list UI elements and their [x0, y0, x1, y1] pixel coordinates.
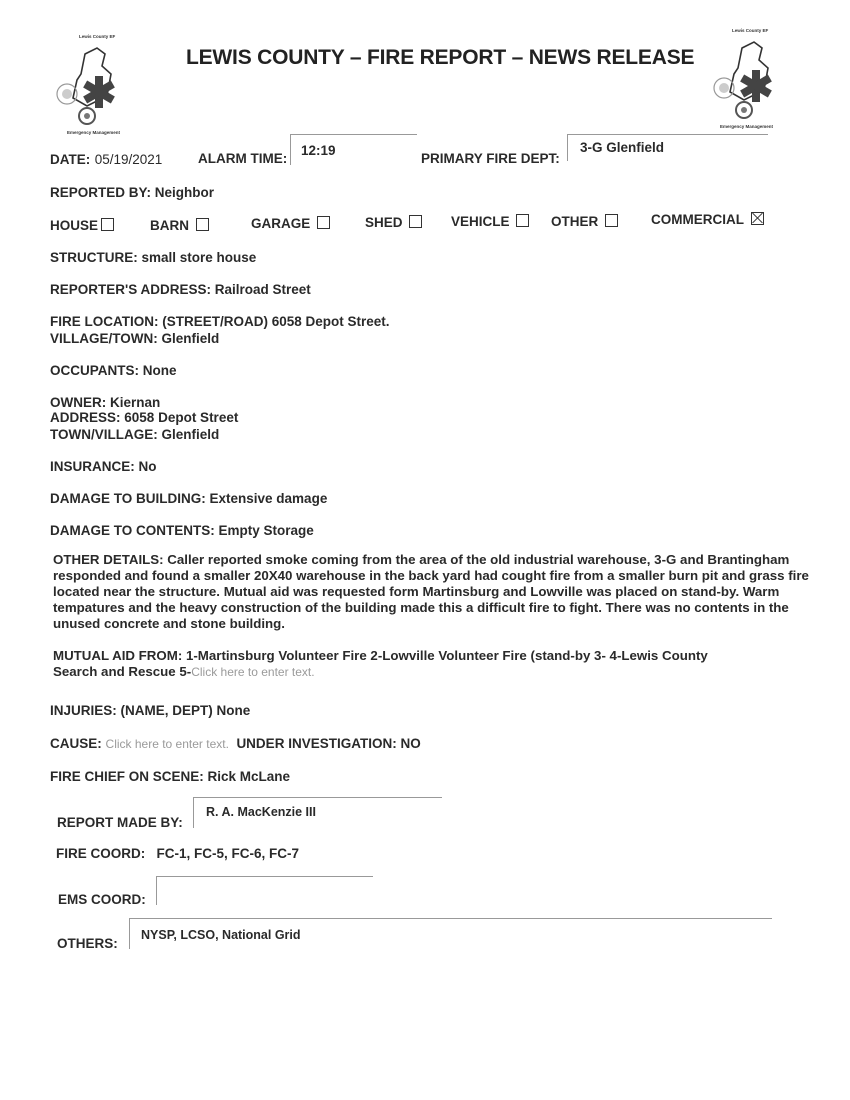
other-details-label: OTHER DETAILS: — [53, 552, 164, 567]
mutual-aid-line1: 1-Martinsburg Volunteer Fire 2-Lowville Volunteer Fire (stand-by 3- 4-Lewis County — [185, 648, 708, 663]
reporters-address-value: Railroad Street — [214, 282, 311, 297]
reported-by-label: REPORTED BY: — [50, 185, 152, 200]
fire-chief-value: Rick McLane — [207, 769, 291, 784]
ems-coord-label: EMS COORD: — [58, 892, 146, 907]
fire-coord-label: FIRE COORD: — [56, 846, 146, 861]
investigation-label: UNDER INVESTIGATION: — [236, 736, 397, 751]
cause-label: CAUSE: — [50, 736, 102, 751]
reported-by-value: Neighbor — [154, 185, 215, 200]
emergency-management-emblem-icon — [704, 34, 804, 130]
logo-caption-bottom: Emergency Management — [720, 124, 774, 129]
date-row — [50, 151, 162, 169]
checkbox-shed[interactable] — [365, 215, 422, 230]
owner-value: Kiernan — [110, 395, 161, 410]
owner-town-value: Glenfield — [161, 427, 220, 442]
ems-coord-field[interactable] — [156, 876, 373, 905]
alarm-time-label: ALARM TIME: — [198, 151, 288, 166]
logo-caption-top: Lewis County EF — [732, 28, 769, 33]
damage-contents-value: Empty Storage — [218, 523, 314, 538]
checkbox-commercial[interactable] — [651, 212, 764, 227]
primary-fire-dept-value: 3-G Glenfield — [580, 140, 665, 155]
primary-fire-dept-field[interactable] — [567, 134, 768, 161]
report-made-by-label: REPORT MADE BY: — [57, 815, 183, 830]
county-logo-right — [704, 28, 804, 128]
date-value: 05/19/2021 — [94, 152, 163, 167]
occupants-value: None — [142, 363, 177, 378]
checkbox-other[interactable] — [551, 214, 618, 229]
village-town-row — [50, 331, 219, 346]
occupants-row — [50, 363, 177, 378]
checkbox-garage-box[interactable] — [317, 216, 330, 229]
checkbox-barn-box[interactable] — [196, 218, 209, 231]
injuries-label: INJURIES: (NAME, DEPT) — [50, 703, 213, 718]
cause-row — [50, 736, 421, 751]
investigation-value: NO — [400, 736, 421, 751]
mutual-aid-placeholder[interactable]: Click here to enter text. — [191, 665, 315, 679]
others-field[interactable] — [129, 918, 772, 949]
logo-caption-top: Lewis County EF — [79, 34, 116, 39]
insurance-label: INSURANCE: — [50, 459, 135, 474]
fire-location-label: FIRE LOCATION: (STREET/ROAD) — [50, 314, 268, 329]
fire-location-row — [50, 314, 390, 329]
injuries-value: None — [216, 703, 251, 718]
mutual-aid-line2: Search and Rescue 5- — [53, 664, 192, 679]
owner-row — [50, 395, 160, 410]
primary-fire-dept-label: PRIMARY FIRE DEPT: — [421, 151, 560, 166]
owner-address-label: ADDRESS: — [50, 410, 121, 425]
checkbox-commercial-label: COMMERCIAL — [651, 212, 744, 227]
reporters-address-label: REPORTER'S ADDRESS: — [50, 282, 211, 297]
other-details-block — [53, 552, 813, 632]
damage-building-row — [50, 491, 327, 506]
checkbox-barn-label: BARN — [150, 218, 189, 233]
checkbox-shed-box[interactable] — [409, 215, 422, 228]
fire-location-value: 6058 Depot Street. — [271, 314, 390, 329]
county-logo-left — [47, 34, 147, 134]
village-town-label: VILLAGE/TOWN: — [50, 331, 158, 346]
structure-value: small store house — [141, 250, 257, 265]
report-made-by-value: R. A. MacKenzie III — [206, 805, 316, 819]
checkbox-garage[interactable] — [251, 216, 330, 231]
damage-building-label: DAMAGE TO BUILDING: — [50, 491, 206, 506]
damage-building-value: Extensive damage — [209, 491, 328, 506]
fire-coord-value: FC-1, FC-5, FC-6, FC-7 — [156, 846, 300, 861]
page-title: LEWIS COUNTY – FIRE REPORT – NEWS RELEASE — [186, 46, 695, 69]
checkbox-house-box[interactable] — [101, 218, 114, 231]
checkbox-vehicle-box[interactable] — [516, 214, 529, 227]
alarm-time-field[interactable] — [290, 134, 417, 165]
cause-placeholder[interactable]: Click here to enter text. — [105, 737, 229, 751]
structure-row — [50, 250, 256, 265]
date-label: DATE: — [50, 152, 91, 167]
fire-chief-row — [50, 769, 290, 784]
checkbox-garage-label: GARAGE — [251, 216, 311, 231]
others-value: NYSP, LCSO, National Grid — [141, 928, 301, 942]
emergency-management-emblem-icon — [47, 40, 147, 136]
owner-town-row — [50, 427, 219, 442]
alarm-time-value: 12:19 — [301, 143, 336, 158]
damage-contents-row — [50, 523, 314, 538]
mutual-aid-label: MUTUAL AID FROM: — [53, 648, 183, 663]
owner-address-value: 6058 Depot Street — [124, 410, 239, 425]
checkbox-commercial-box[interactable] — [751, 212, 764, 225]
owner-town-label: TOWN/VILLAGE: — [50, 427, 158, 442]
checkbox-other-box[interactable] — [605, 214, 618, 227]
insurance-row — [50, 459, 157, 474]
report-made-by-field[interactable] — [193, 797, 442, 828]
checkbox-vehicle[interactable] — [451, 214, 529, 229]
mutual-aid-block — [53, 648, 833, 680]
checkbox-other-label: OTHER — [551, 214, 599, 229]
reporters-address-row — [50, 282, 311, 297]
injuries-row — [50, 703, 250, 718]
owner-address-row — [50, 410, 238, 425]
checkbox-house[interactable] — [50, 218, 114, 233]
others-label: OTHERS: — [57, 936, 118, 951]
checkbox-vehicle-label: VEHICLE — [451, 214, 510, 229]
insurance-value: No — [138, 459, 157, 474]
owner-label: OWNER: — [50, 395, 107, 410]
fire-coord-row — [56, 846, 299, 861]
reported-by-row — [50, 185, 214, 200]
fire-chief-label: FIRE CHIEF ON SCENE: — [50, 769, 204, 784]
checkbox-house-label: HOUSE — [50, 218, 99, 233]
logo-caption-bottom: Emergency Management — [67, 130, 121, 135]
checkbox-shed-label: SHED — [365, 215, 403, 230]
structure-label: STRUCTURE: — [50, 250, 138, 265]
occupants-label: OCCUPANTS: — [50, 363, 139, 378]
village-town-value: Glenfield — [161, 331, 220, 346]
other-details-value: Caller reported smoke coming from the area of the old industrial warehouse, 3-G and Brantingham responded and found a smaller 20X40 warehouse in the back yard had cought fire from a smaller burn pit and grass fire located near the structure. Mutual aid was requested form Martinsburg and Lowville was placed on stand-by. Warm tempatures and the heavy construction of the building made this a difficult fire to fight. There was no contents in the unused concrete and stone building. — [53, 552, 809, 631]
checkbox-barn[interactable] — [150, 218, 209, 233]
damage-contents-label: DAMAGE TO CONTENTS: — [50, 523, 215, 538]
